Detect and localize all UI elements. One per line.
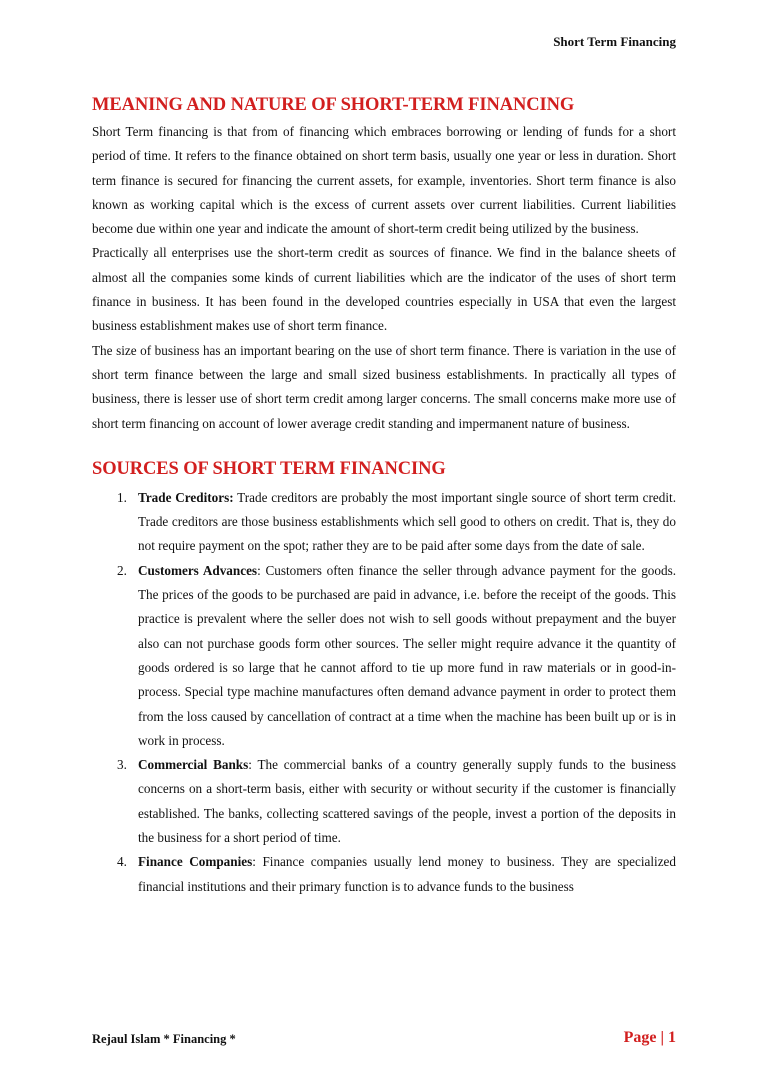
list-text: : Customers often finance the seller through advance payment for the goods. The prices of the goods to be purchased are paid in advance, i.e. before the receipt of the goods. This practice is prevalent where the seller does not wish to sell goods without prepayment and the buyer also can not purchase goods form other sources. The seller might require advance it the quantity of goods ordered is so large that he cannot afford to tie up more fund in raw materials or in good-in-process. Special type machine manufactures often demand advance payment in order to protect them from the loss caused by cancellation of contract at a time when the machine has been built up or is in work in process. (138, 562, 676, 748)
paragraph: Short Term financing is that from of financing which embraces borrowing or lending of funds for a short period of time. It refers to the finance obtained on short term basis, usually one year or less in duration. Short term finance is secured for financing the current assets, for example, inventories. Short term finance is also known as working capital which is the excess of current assets over current liabilities. Current liabilities become due within one year and indicate the amount of short-term credit being utilized by the business. (92, 124, 676, 237)
list-number: 3. (117, 757, 127, 773)
list-text: : Finance companies usually lend money to business. They are specialized financial institutions and their primary function is to advance funds to the business (138, 854, 676, 894)
list-text: : The commercial banks of a country generally supply funds to the business concerns on a short-term basis, either with security or without security if the customer is financially established. The banks, collecting scattered savings of the people, invest a portion of the deposits in the business for a short period of time. (138, 757, 676, 846)
list-item (92, 753, 676, 850)
list-text: Trade creditors are probably the most important single source of short term credit. Trade creditors are those business establishments which sell good to others on credit. That is, they do not require payment on the spot; rather they are to be paid after some days from the date of sale. (138, 489, 676, 554)
list-item (92, 486, 676, 559)
list-term: Finance Companies (138, 854, 253, 870)
page-footer (92, 1029, 676, 1049)
list-number: 1. (117, 489, 127, 505)
list-term: Customers Advances (138, 562, 258, 578)
section-heading-sources: SOURCES OF SHORT TERM FINANCING (92, 458, 446, 479)
page-number: Page | 1 (623, 1029, 676, 1046)
document-body (92, 92, 676, 899)
list-term: Trade Creditors: (138, 489, 234, 505)
sources-list (92, 486, 676, 899)
list-number: 4. (117, 854, 127, 870)
list-number: 2. (117, 562, 127, 578)
list-item (92, 559, 676, 753)
paragraph: The size of business has an important bearing on the use of short term finance. There is variation in the use of short term finance between the large and small sized business establishments. In practically all types of business, there is lesser use of short term credit among larger concerns. The small concerns make more use of short term financing on account of lower average credit standing and impermanent nature of business. (92, 342, 676, 431)
section-heading-meaning: MEANING AND NATURE OF SHORT-TERM FINANCING (92, 95, 575, 115)
footer-author: Rejaul Islam * Financing * (92, 1032, 236, 1046)
running-header: Short Term Financing (553, 34, 676, 49)
list-item (92, 850, 676, 899)
list-term: Commercial Banks (138, 757, 249, 773)
paragraph: Practically all enterprises use the short-term credit as sources of finance. We find in the balance sheets of almost all the companies some kinds of current liabilities which are the indicator of the uses of short term finance in business. It has been found in the developed countries especially in USA that even the largest business establishment makes use of short term finance. (92, 245, 676, 334)
